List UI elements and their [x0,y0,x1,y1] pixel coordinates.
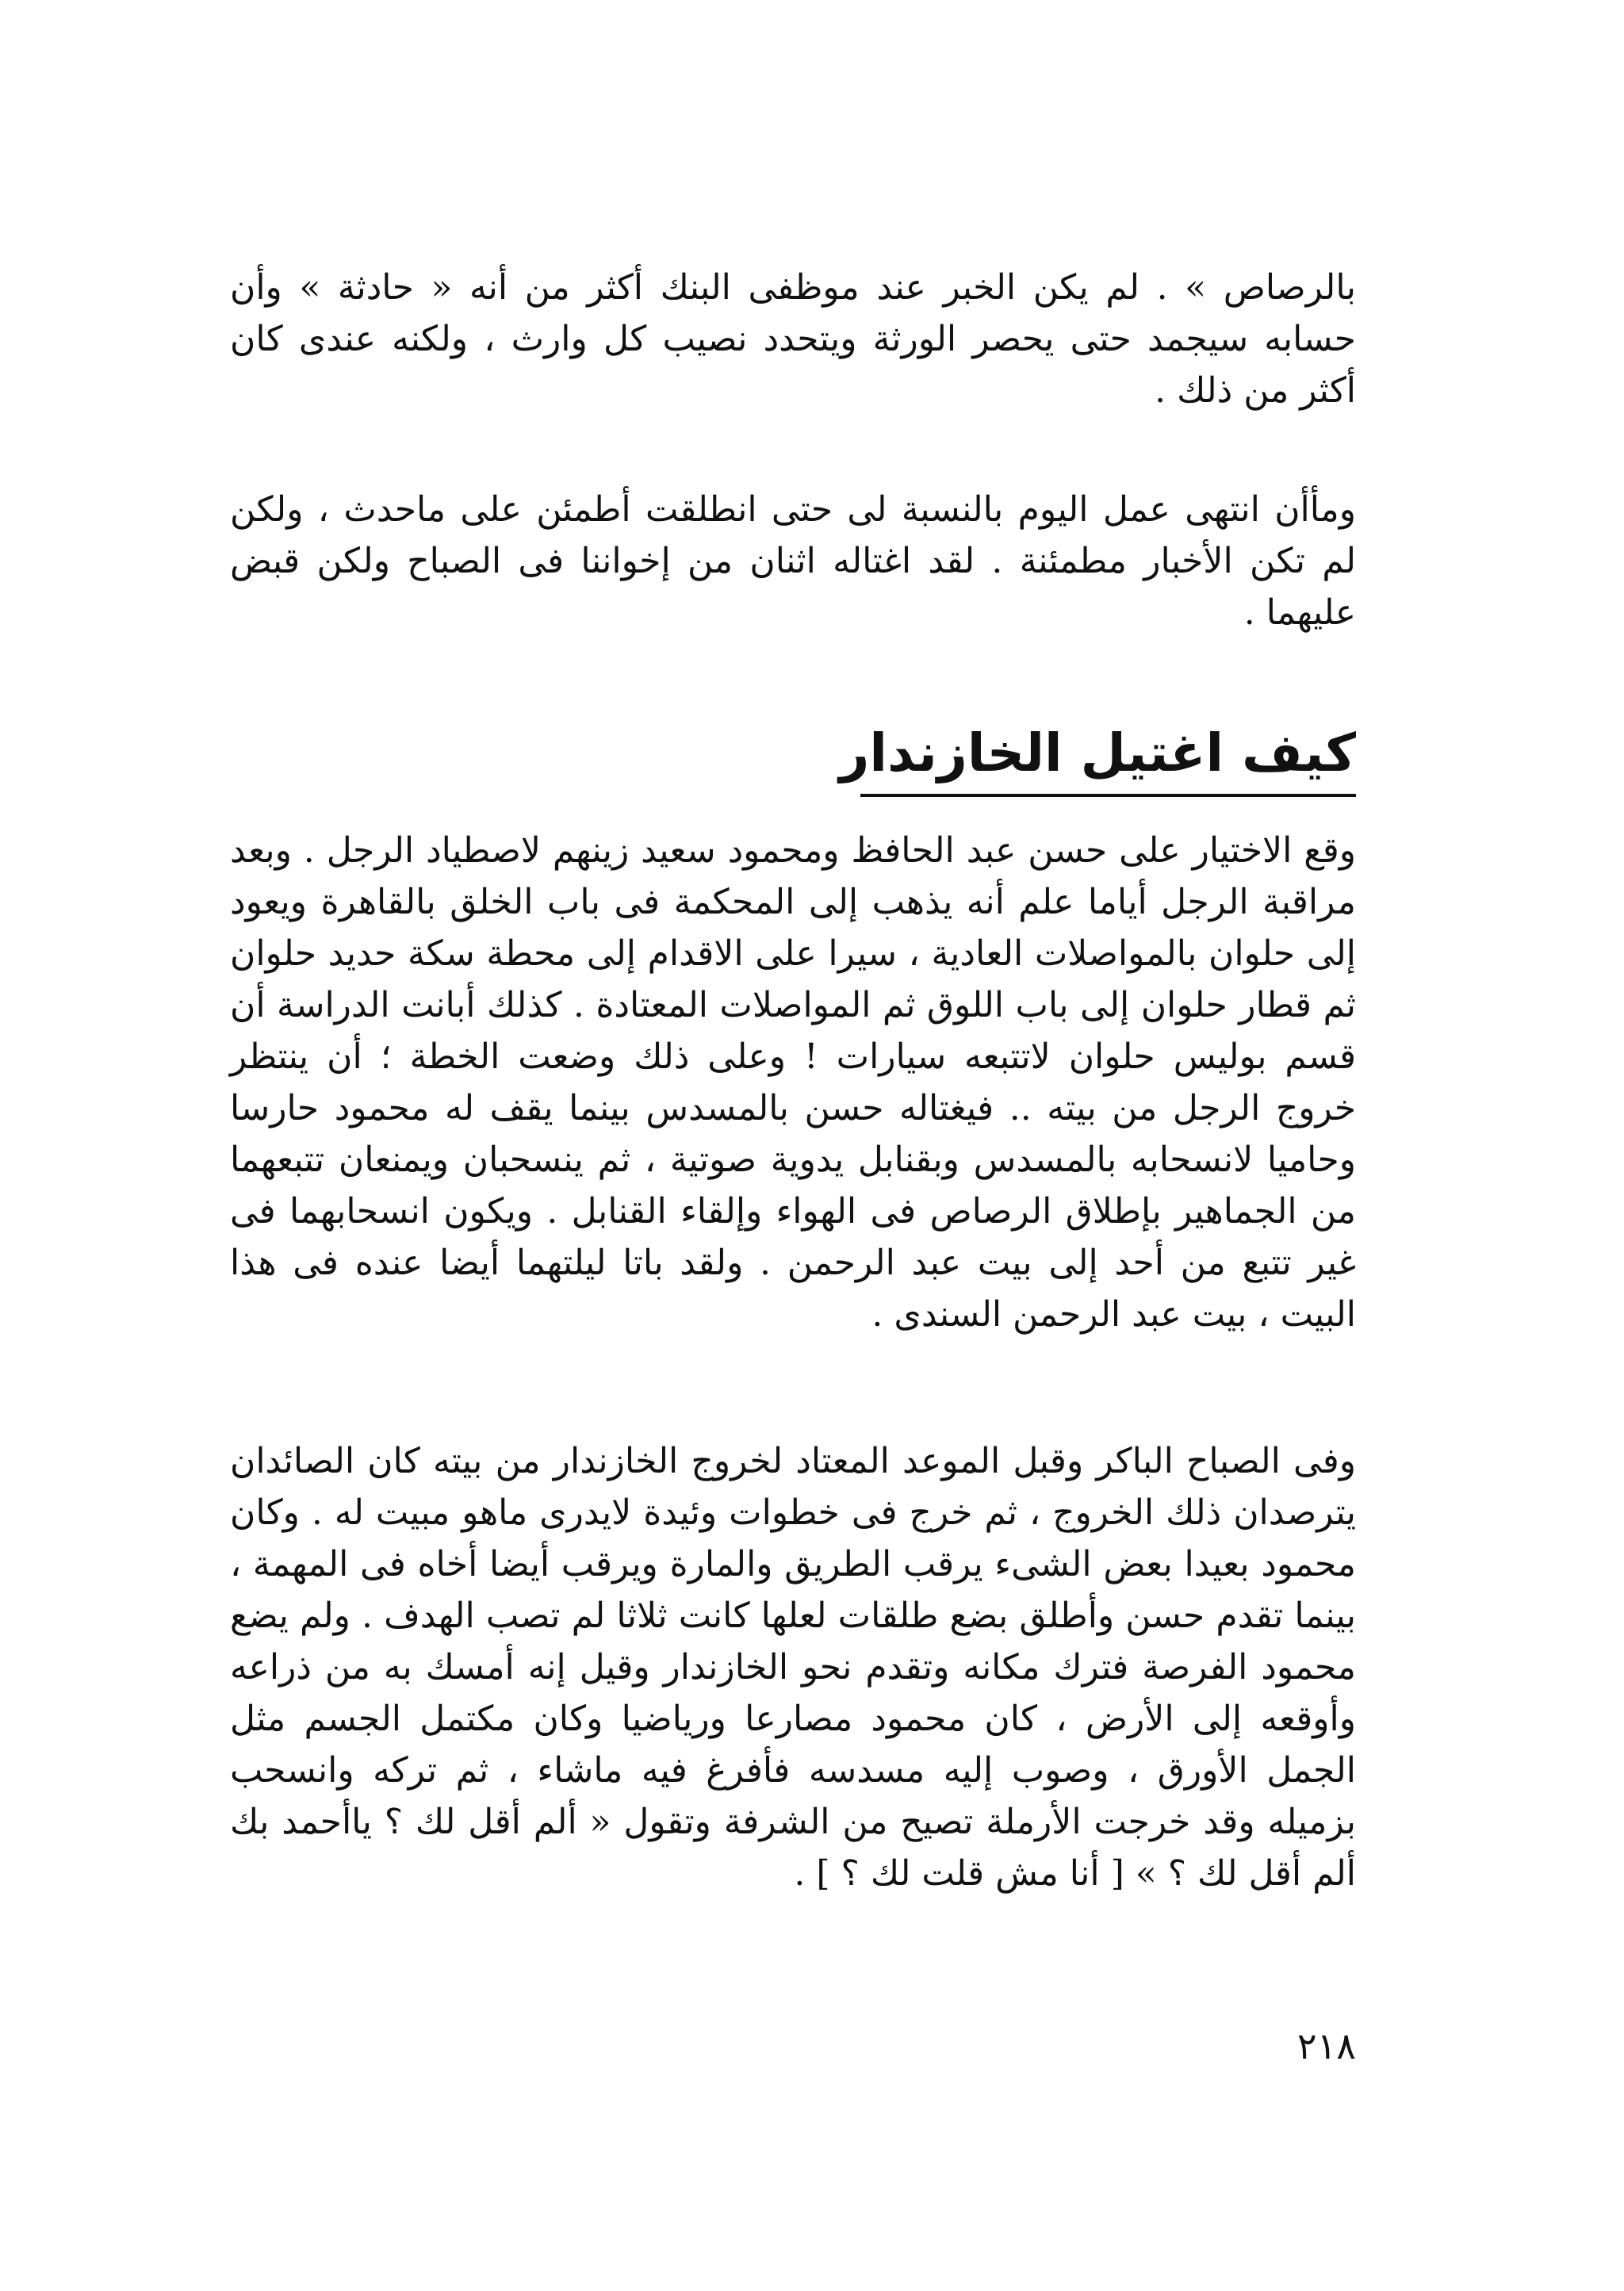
paragraph-2-text: ومأأن انتهى عمل اليوم بالنسبة لى حتى انطلقت أطمئن على ماحدث ، ولكن لم تكن الأخبار مطمئنة . لقد اغتاله اثنان من إخواننا فى الصباح ولكن قبض عليهما . [230,489,1356,633]
section-heading: كيف اغتيل الخازندار [839,722,1356,783]
paragraph-4-text: وفى الصباح الباكر وقبل الموعد المعتاد لخروج الخازندار من بيته كان الصائدان يترصدان ذلك الخروج ، ثم خرج فى خطوات وئيدة لايدرى ماهو مبيت له . وكان محمود بعيدا بعض الشىء يرقب الطريق والمارة ويرقب أيضا أخاه فى المهمة ، بينما تقدم حسن وأطلق بضع طلقات لعلها كانت ثلاثا لم تصب الهدف . ولم يضع محمود الفرصة فترك مكانه وتقدم نحو الخازندار وقيل إنه أمسك به من ذراعه وأوقعه إلى الأرض ، كان محمود مصارعا ورياضيا وكان مكتمل الجسم مثل الجمل الأورق ، وصوب إليه مسدسه فأفرغ فيه ماشاء ، ثم تركه وانسحب بزميله وقد خرجت الأرملة تصيح من الشرفة وتقول « ألم أقل لك ؟ ياأحمد بك ألم أقل لك ؟ » [ أنا مش قلت لك ؟ ] . [230,1441,1356,1894]
paragraph-3 [230,825,1356,1340]
paragraph-2 [230,484,1356,638]
paragraph-1 [230,262,1356,416]
paragraph-4 [230,1435,1356,1899]
heading-underline [860,794,1356,797]
page-number: ٢١٨ [1297,2025,1356,2067]
paragraph-3-text: وقع الاختيار على حسن عبد الحافظ ومحمود سعيد زينهم لاصطياد الرجل . وبعد مراقبة الرجل أياما علم أنه يذهب إلى المحكمة فى باب الخلق بالقاهرة ويعود إلى حلوان بالمواصلات العادية ، سيرا على الاقدام إلى محطة سكة حديد حلوان ثم قطار حلوان إلى باب اللوق ثم المواصلات المعتادة . كذلك أبانت الدراسة أن قسم بوليس حلوان لاتتبعه سيارات ! وعلى ذلك وضعت الخطة ؛ أن ينتظر خروج الرجل من بيته .. فيغتاله حسن بالمسدس بينما يقف له محمود حارسا وحاميا لانسحابه بالمسدس وبقنابل يدوية صوتية ، ثم ينسحبان ويمنعان تتبعهما من الجماهير بإطلاق الرصاص فى الهواء وإلقاء القنابل . ويكون انسحابهما فى غير تتبع من أحد إلى بيت عبد الرحمن . ولقد باتا ليلتهما أيضا عنده فى هذا البيت ، بيت عبد الرحمن السندى . [230,830,1356,1335]
paragraph-1-text: بالرصاص » . لم يكن الخبر عند موظفى البنك أكثر من أنه « حادثة » وأن حسابه سيجمد حتى يحصر الورثة ويتحدد نصيب كل وارث ، ولكنه عندى كان أكثر من ذلك . [230,267,1356,411]
